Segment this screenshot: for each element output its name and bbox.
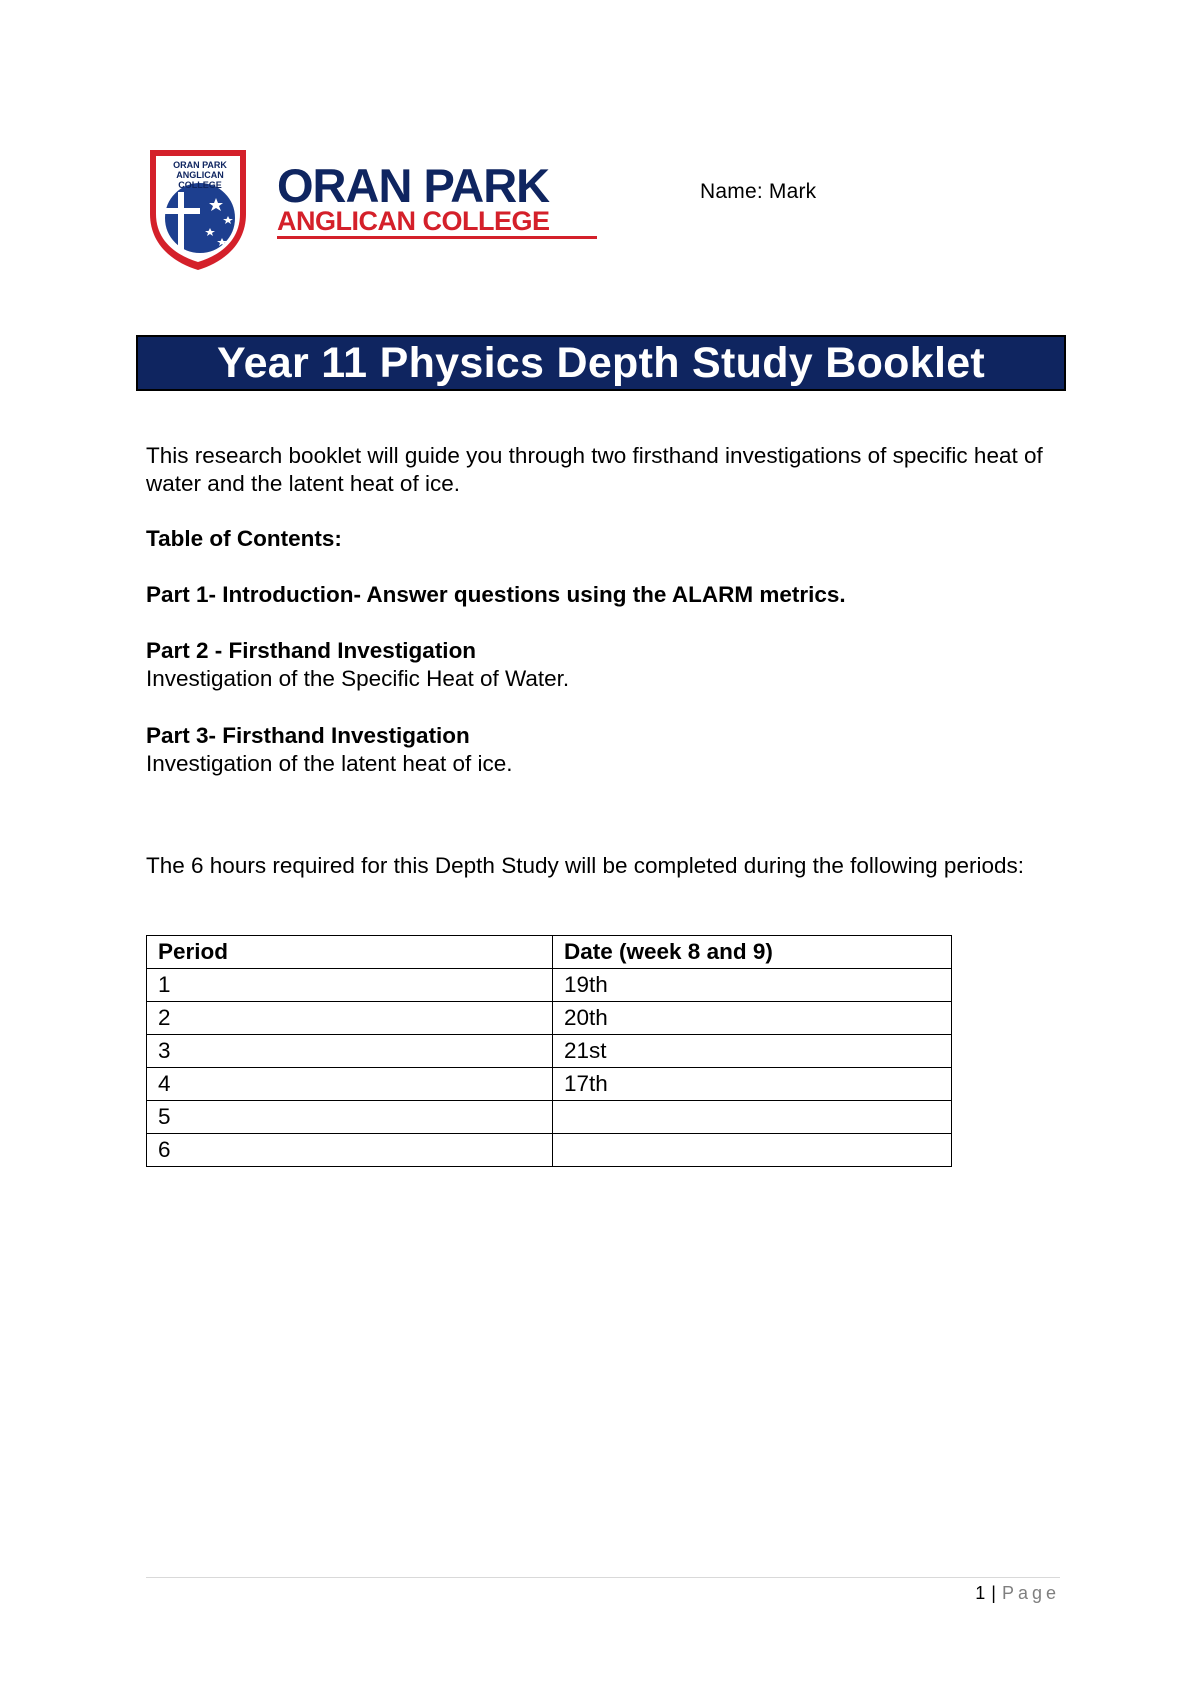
table-cell-date: 19th xyxy=(553,969,952,1002)
student-name: Name: Mark xyxy=(700,180,817,203)
table-row xyxy=(147,1068,952,1101)
title-banner xyxy=(136,335,1066,391)
table-header-date: Date (week 8 and 9) xyxy=(553,936,952,969)
table-cell-period: 1 xyxy=(147,969,553,1002)
table-header-period: Period xyxy=(147,936,553,969)
toc-part2-heading: Part 2 - Firsthand Investigation xyxy=(146,638,477,663)
toc-part3-text: Investigation of the latent heat of ice. xyxy=(146,751,513,776)
table-row xyxy=(147,1134,952,1167)
table-cell-date: 17th xyxy=(553,1068,952,1101)
table-row xyxy=(147,1002,952,1035)
table-cell-period: 5 xyxy=(147,1101,553,1134)
table-cell-date xyxy=(553,1134,952,1167)
table-cell-date: 21st xyxy=(553,1035,952,1068)
page-title: Year 11 Physics Depth Study Booklet xyxy=(216,338,986,387)
toc-part3-heading: Part 3- Firsthand Investigation xyxy=(146,723,470,748)
toc-part1: Part 1- Introduction- Answer questions using the ALARM metrics. xyxy=(146,582,846,607)
table-cell-period: 2 xyxy=(147,1002,553,1035)
table-cell-date: 20th xyxy=(553,1002,952,1035)
crest-lettering: ORAN PARK ANGLICAN COLLEGE xyxy=(173,160,227,190)
footer-divider xyxy=(146,1577,1060,1578)
table-cell-period: 6 xyxy=(147,1134,553,1167)
wordmark-line2: ANGLICAN COLLEGE xyxy=(277,206,550,236)
footer-separator: | xyxy=(991,1583,996,1603)
wordmark-underline xyxy=(277,236,597,239)
hours-paragraph: The 6 hours required for this Depth Study will be completed during the following periods: xyxy=(146,853,1024,878)
toc-part2 xyxy=(146,637,1046,693)
table-cell-period: 3 xyxy=(147,1035,553,1068)
toc-part3 xyxy=(146,722,1046,778)
page-label: Page xyxy=(1001,1583,1060,1603)
college-wordmark xyxy=(277,159,597,244)
page-number: 1 xyxy=(975,1583,986,1603)
table-cell-date xyxy=(553,1101,952,1134)
table-row xyxy=(147,1101,952,1134)
intro-paragraph: This research booklet will guide you through two firsthand investigations of specific heat of water and the latent heat of ice. xyxy=(146,443,1043,496)
wordmark-line1: ORAN PARK xyxy=(277,159,550,212)
toc-heading: Table of Contents: xyxy=(146,526,342,551)
table-row xyxy=(147,1035,952,1068)
table-cell-period: 4 xyxy=(147,1068,553,1101)
table-header-row xyxy=(147,936,952,969)
page-footer xyxy=(975,1583,1060,1604)
table-row xyxy=(147,969,952,1002)
toc-part2-text: Investigation of the Specific Heat of Water. xyxy=(146,666,570,691)
period-table xyxy=(146,935,952,1167)
